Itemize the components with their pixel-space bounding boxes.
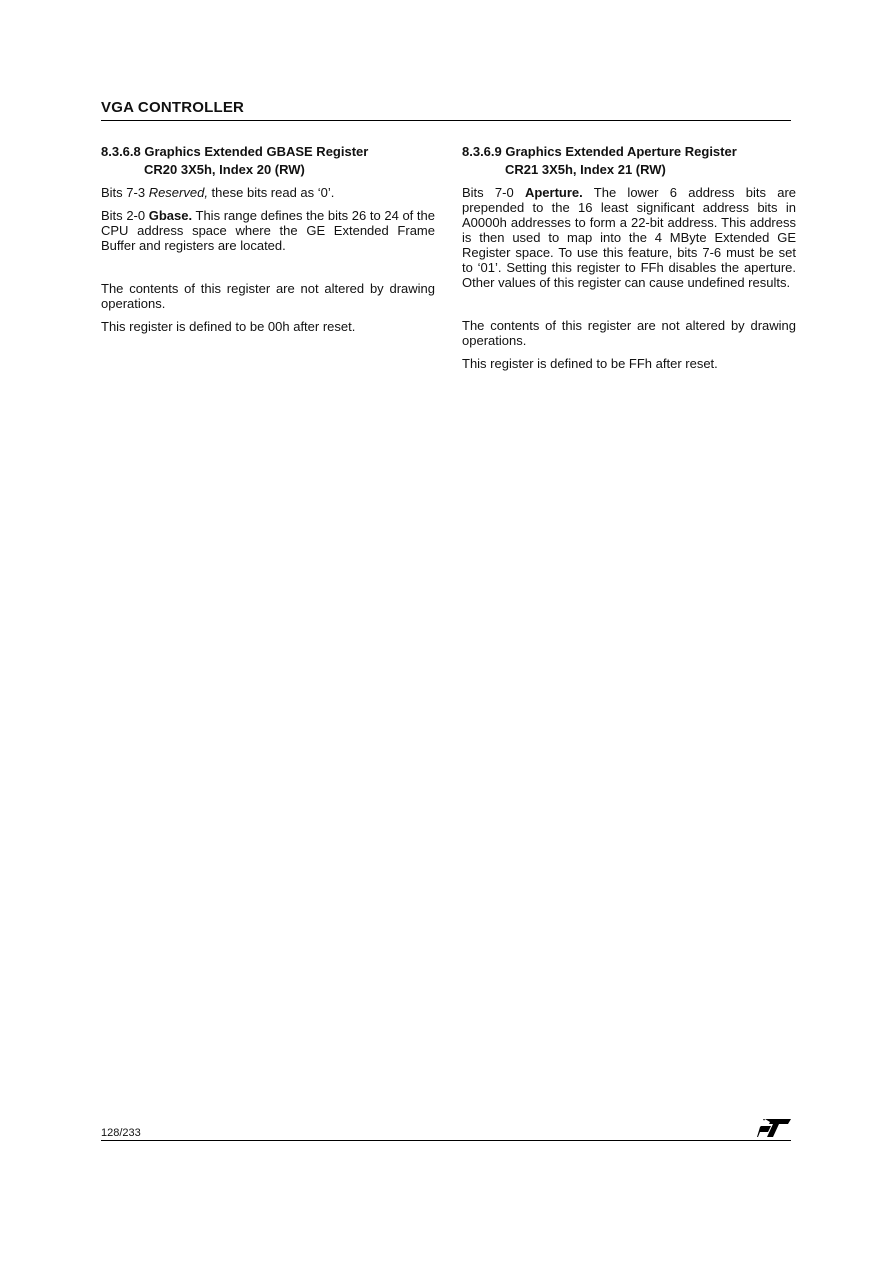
section-heading-line1: 8.3.6.8 Graphics Extended GBASE Register xyxy=(101,144,369,159)
section-heading-line2: CR21 3X5h, Index 21 (RW) xyxy=(505,162,666,177)
page-header-title: VGA CONTROLLER xyxy=(101,99,245,116)
page-number: 128/233 xyxy=(101,1127,141,1139)
section-heading-line1: 8.3.6.9 Graphics Extended Aperture Register xyxy=(462,144,737,159)
reserved-bits-paragraph: Bits 7-3 Reserved, these bits read as ‘0’. xyxy=(101,185,335,200)
reset-value-paragraph: This register is defined to be 00h after reset. xyxy=(101,319,356,334)
right-column xyxy=(462,143,796,371)
contents-note-paragraph: The contents of this register are not altered by drawing operations. xyxy=(101,281,435,311)
gbase-bits-paragraph: Bits 2-0 Gbase. This range defines the bits 26 to 24 of the CPU address space where the GE Extended Frame Buffer and registers are located. xyxy=(101,208,435,253)
header-divider xyxy=(101,120,791,121)
section-heading-line2: CR20 3X5h, Index 20 (RW) xyxy=(144,162,305,177)
left-column xyxy=(101,143,435,334)
footer-divider xyxy=(101,1140,791,1141)
st-logo-icon xyxy=(757,1118,791,1138)
contents-note-paragraph: The contents of this register are not altered by drawing operations. xyxy=(462,318,796,348)
reset-value-paragraph: This register is defined to be FFh after reset. xyxy=(462,356,718,371)
aperture-bits-paragraph: Bits 7-0 Aperture. The lower 6 address bits are prepended to the 16 least significant address bits in A0000h addresses to form a 22-bit address. This address is then used to map into the 4 MByte Extended GE Register space. To use this feature, bits 7-6 must be set to ‘01’. Setting this register to FFh disables the aperture. Other values of this register can cause undefined results. xyxy=(462,185,796,290)
section-heading-cr21 xyxy=(462,143,796,179)
section-heading-cr20 xyxy=(101,143,435,179)
